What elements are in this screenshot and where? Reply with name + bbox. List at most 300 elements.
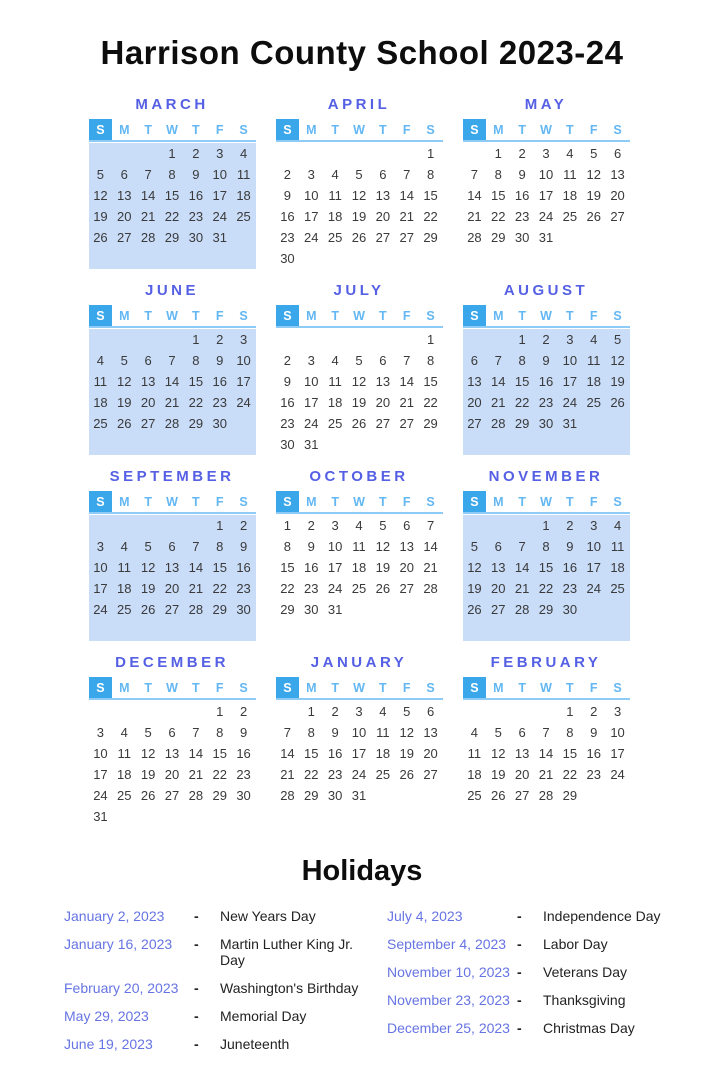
date-cell: 27 <box>399 416 414 431</box>
weekday-header-cell: S <box>239 681 248 695</box>
weekday-header-cell: W <box>353 495 365 509</box>
date-cell: 18 <box>327 209 343 224</box>
holiday-name: New Years Day <box>220 908 316 924</box>
date-cell: 28 <box>538 788 554 803</box>
date-cell: 20 <box>140 395 156 410</box>
date-cell <box>606 248 630 269</box>
date-cell: 18 <box>610 560 625 575</box>
date-cell: 4 <box>239 146 248 161</box>
date-cell: 23 <box>538 395 554 410</box>
weekday-header-row <box>463 119 630 142</box>
date-cell <box>323 434 347 455</box>
date-cell: 3 <box>307 167 315 182</box>
sunday-header-cell: S <box>463 305 487 326</box>
date-cell: 21 <box>423 560 438 575</box>
date-cell <box>323 329 347 350</box>
weekday-header-row <box>463 491 630 514</box>
date-cell: 9 <box>216 353 224 368</box>
date-cell: 13 <box>610 167 625 182</box>
weekday-header-cell: F <box>589 681 598 695</box>
weekday-header-cell: S <box>613 123 622 137</box>
date-cell: 11 <box>352 539 366 554</box>
date-cell: 24 <box>304 230 319 245</box>
date-cell <box>534 620 558 641</box>
holiday-row <box>387 908 700 924</box>
date-cell: 8 <box>307 725 315 740</box>
weekday-header-cell: T <box>192 123 200 137</box>
date-cell <box>184 434 208 455</box>
date-cell: 15 <box>423 188 438 203</box>
holiday-row <box>64 1008 377 1024</box>
date-cell: 15 <box>538 560 554 575</box>
holiday-dash: - <box>517 992 522 1008</box>
date-cell <box>582 434 606 455</box>
date-cell: 21 <box>164 395 180 410</box>
date-cell: 15 <box>304 746 319 761</box>
date-cell: 17 <box>304 209 319 224</box>
date-cell: 10 <box>327 539 343 554</box>
date-cell: 27 <box>164 602 180 617</box>
date-cell: 4 <box>566 146 574 161</box>
date-cell: 20 <box>117 209 132 224</box>
date-cell: 12 <box>351 188 367 203</box>
holiday-row <box>387 964 700 980</box>
date-cell: 30 <box>280 437 295 452</box>
holiday-name: Martin Luther King Jr. Day <box>220 936 354 968</box>
date-cell: 20 <box>467 395 482 410</box>
date-cell: 26 <box>351 230 367 245</box>
date-cell <box>276 143 300 164</box>
date-cell <box>347 143 371 164</box>
weekday-header-cell: F <box>215 681 224 695</box>
date-cell: 7 <box>470 167 479 182</box>
date-cell: 2 <box>542 332 550 347</box>
date-cell: 19 <box>491 767 506 782</box>
date-cell: 28 <box>423 581 438 596</box>
weekday-header-row <box>276 491 443 514</box>
date-cell <box>89 329 113 350</box>
date-cell: 10 <box>236 353 251 368</box>
date-cell: 14 <box>399 188 414 203</box>
dates-grid <box>276 143 443 269</box>
date-cell <box>323 806 347 827</box>
date-cell: 13 <box>375 374 391 389</box>
date-cell: 19 <box>610 374 625 389</box>
date-cell: 30 <box>188 230 204 245</box>
date-cell: 20 <box>423 746 438 761</box>
date-cell: 26 <box>351 416 367 431</box>
date-cell: 1 <box>494 146 502 161</box>
date-cell <box>347 806 371 827</box>
date-cell: 6 <box>470 353 479 368</box>
date-cell: 27 <box>423 767 438 782</box>
date-cell: 16 <box>236 746 251 761</box>
holiday-dash: - <box>194 980 199 996</box>
dates-grid <box>276 515 443 641</box>
date-cell: 26 <box>117 416 132 431</box>
date-cell: 28 <box>280 788 295 803</box>
date-cell: 24 <box>236 395 251 410</box>
date-cell: 13 <box>423 725 438 740</box>
date-cell: 16 <box>304 560 319 575</box>
date-cell: 7 <box>192 539 200 554</box>
date-cell: 27 <box>514 788 530 803</box>
date-cell: 19 <box>399 746 414 761</box>
weekday-header-cell: F <box>215 309 224 323</box>
date-cell: 10 <box>351 725 367 740</box>
date-cell <box>534 434 558 455</box>
date-cell: 16 <box>188 188 204 203</box>
date-cell: 29 <box>304 788 319 803</box>
date-cell: 23 <box>304 581 319 596</box>
date-cell: 29 <box>423 416 438 431</box>
date-cell: 2 <box>307 518 315 533</box>
date-cell: 12 <box>140 746 156 761</box>
date-cell: 9 <box>239 725 248 740</box>
date-cell: 11 <box>236 167 251 182</box>
date-cell: 25 <box>610 581 625 596</box>
weekday-header-cell: M <box>119 681 130 695</box>
month-title: OCTOBER <box>309 468 409 485</box>
date-cell: 16 <box>327 746 343 761</box>
date-cell: 20 <box>610 188 625 203</box>
date-cell: 21 <box>399 395 414 410</box>
month-title: APRIL <box>327 96 391 113</box>
date-cell <box>606 599 630 620</box>
date-cell <box>395 248 419 269</box>
date-cell <box>232 248 256 269</box>
date-cell <box>534 248 558 269</box>
date-cell: 8 <box>426 353 435 368</box>
date-cell: 26 <box>491 788 506 803</box>
holiday-dash: - <box>194 908 199 924</box>
date-cell: 11 <box>117 746 132 761</box>
weekday-header-row <box>276 677 443 700</box>
date-cell: 29 <box>491 230 506 245</box>
date-cell: 26 <box>93 230 108 245</box>
date-cell: 26 <box>399 767 414 782</box>
date-cell: 1 <box>426 332 435 347</box>
date-cell: 8 <box>168 167 176 182</box>
date-cell <box>534 806 558 827</box>
date-cell: 21 <box>188 581 204 596</box>
date-cell: 24 <box>304 416 319 431</box>
date-cell: 9 <box>239 539 248 554</box>
weekday-header-cell: T <box>518 495 526 509</box>
date-cell <box>510 701 534 722</box>
month-calendar-january <box>276 654 443 827</box>
date-cell: 5 <box>403 704 411 719</box>
date-cell: 5 <box>470 539 479 554</box>
date-cell <box>395 785 419 806</box>
holiday-row <box>64 908 377 924</box>
holiday-date: September 4, 2023 <box>387 936 507 952</box>
holiday-date: November 10, 2023 <box>387 964 510 980</box>
weekday-header-cell: T <box>331 309 339 323</box>
weekday-header-cell: F <box>402 123 411 137</box>
date-cell: 11 <box>610 539 625 554</box>
weekday-header-cell: F <box>589 123 598 137</box>
sunday-header-cell: S <box>89 491 113 512</box>
weekday-header-row <box>89 491 256 514</box>
date-cell: 8 <box>283 539 292 554</box>
holiday-dash: - <box>517 1020 522 1036</box>
date-cell: 26 <box>586 209 601 224</box>
date-cell: 13 <box>514 746 530 761</box>
holiday-name: Labor Day <box>543 936 608 952</box>
date-cell: 5 <box>144 725 152 740</box>
date-cell: 21 <box>538 767 554 782</box>
date-cell: 16 <box>562 560 578 575</box>
holidays-title: Holidays <box>301 855 423 887</box>
holiday-row <box>387 992 700 1008</box>
weekday-header-cell: T <box>379 681 387 695</box>
date-cell: 15 <box>514 374 530 389</box>
weekday-header-cell: W <box>540 123 552 137</box>
date-cell <box>112 620 136 641</box>
holiday-name: Veterans Day <box>543 964 628 980</box>
date-cell: 30 <box>304 602 319 617</box>
date-cell <box>419 806 443 827</box>
weekday-header-cell: M <box>306 123 317 137</box>
date-cell: 30 <box>327 788 343 803</box>
date-cell <box>208 248 232 269</box>
date-cell: 29 <box>188 416 204 431</box>
date-cell: 25 <box>351 581 367 596</box>
date-cell <box>419 248 443 269</box>
date-cell: 16 <box>586 746 601 761</box>
date-cell <box>208 806 232 827</box>
date-cell <box>347 620 371 641</box>
date-cell: 12 <box>491 746 506 761</box>
holiday-name: Juneteenth <box>220 1036 290 1052</box>
date-cell: 3 <box>96 539 105 554</box>
sunday-header-cell: S <box>276 491 300 512</box>
date-cell <box>395 143 419 164</box>
date-cell: 13 <box>467 374 482 389</box>
date-cell <box>112 806 136 827</box>
date-cell: 6 <box>168 539 176 554</box>
date-cell: 23 <box>514 209 530 224</box>
date-cell: 12 <box>117 374 132 389</box>
date-cell: 3 <box>590 518 598 533</box>
date-cell: 23 <box>280 416 295 431</box>
date-cell: 15 <box>212 746 227 761</box>
date-cell: 14 <box>280 746 295 761</box>
date-cell: 22 <box>491 209 506 224</box>
date-cell: 8 <box>566 725 574 740</box>
date-cell: 14 <box>164 374 180 389</box>
date-cell <box>558 806 582 827</box>
date-cell: 29 <box>212 602 227 617</box>
holiday-date: July 4, 2023 <box>387 908 463 924</box>
date-cell: 19 <box>140 581 156 596</box>
date-cell: 25 <box>562 209 578 224</box>
date-cell <box>160 248 184 269</box>
weekday-header-cell: F <box>589 495 598 509</box>
date-cell <box>371 329 395 350</box>
date-cell <box>606 434 630 455</box>
date-cell: 7 <box>403 353 411 368</box>
date-cell: 2 <box>566 518 574 533</box>
date-cell: 4 <box>590 332 598 347</box>
weekday-header-cell: W <box>353 309 365 323</box>
holiday-dash: - <box>517 936 522 952</box>
holiday-row <box>387 936 700 952</box>
weekday-header-cell: T <box>518 681 526 695</box>
date-cell: 24 <box>93 602 108 617</box>
date-cell: 5 <box>355 353 363 368</box>
date-cell: 18 <box>467 767 482 782</box>
holidays-section <box>0 908 724 1076</box>
date-cell: 31 <box>538 230 554 245</box>
dates-grid <box>89 515 256 641</box>
date-cell: 23 <box>280 230 295 245</box>
date-cell <box>89 515 113 536</box>
sunday-header-cell: S <box>463 491 487 512</box>
date-cell <box>347 434 371 455</box>
date-cell: 12 <box>610 353 625 368</box>
date-cell: 11 <box>563 167 577 182</box>
month-calendar-may <box>463 96 630 269</box>
date-cell: 22 <box>212 581 227 596</box>
date-cell: 28 <box>188 602 204 617</box>
month-calendar-march <box>89 96 256 269</box>
date-cell <box>232 413 256 434</box>
date-cell <box>606 620 630 641</box>
date-cell: 16 <box>280 209 295 224</box>
weekday-header-cell: S <box>239 495 248 509</box>
date-cell: 8 <box>426 167 435 182</box>
date-cell: 22 <box>188 395 204 410</box>
date-cell: 19 <box>93 209 108 224</box>
date-cell: 3 <box>613 704 622 719</box>
weekday-header-cell: T <box>518 123 526 137</box>
date-cell: 22 <box>280 581 295 596</box>
date-cell: 4 <box>613 518 622 533</box>
date-cell <box>463 143 487 164</box>
date-cell <box>395 329 419 350</box>
date-cell <box>184 701 208 722</box>
date-cell: 18 <box>351 560 367 575</box>
date-cell: 3 <box>239 332 248 347</box>
date-cell <box>606 227 630 248</box>
weekday-header-cell: T <box>379 309 387 323</box>
date-cell: 10 <box>538 167 554 182</box>
weekday-header-cell: S <box>426 309 435 323</box>
sunday-header-cell: S <box>276 677 300 698</box>
weekday-header-cell: M <box>306 495 317 509</box>
date-cell: 4 <box>331 353 339 368</box>
date-cell: 14 <box>514 560 530 575</box>
weekday-header-cell: M <box>306 309 317 323</box>
date-cell: 19 <box>351 395 367 410</box>
holidays-column-right <box>387 908 700 1052</box>
date-cell: 2 <box>239 518 248 533</box>
weekday-header-cell: S <box>426 681 435 695</box>
date-cell: 9 <box>518 167 526 182</box>
date-cell: 7 <box>283 725 292 740</box>
date-cell: 30 <box>514 230 530 245</box>
date-cell: 23 <box>327 767 343 782</box>
date-cell <box>606 785 630 806</box>
date-cell <box>486 329 510 350</box>
weekday-header-cell: W <box>166 309 178 323</box>
date-cell <box>89 248 113 269</box>
date-cell: 9 <box>331 725 339 740</box>
sunday-header-cell: S <box>276 119 300 140</box>
date-cell: 21 <box>491 395 506 410</box>
date-cell <box>486 701 510 722</box>
date-cell: 28 <box>188 788 204 803</box>
date-cell <box>606 413 630 434</box>
date-cell <box>371 143 395 164</box>
date-cell <box>582 413 606 434</box>
sunday-header-cell: S <box>89 305 113 326</box>
date-cell: 29 <box>280 602 295 617</box>
date-cell: 23 <box>586 767 601 782</box>
weekday-header-cell: T <box>518 309 526 323</box>
weekday-header-cell: M <box>119 495 130 509</box>
date-cell: 11 <box>467 746 482 761</box>
weekday-header-cell: W <box>166 495 178 509</box>
date-cell <box>558 227 582 248</box>
date-cell: 4 <box>470 725 479 740</box>
date-cell: 5 <box>613 332 622 347</box>
date-cell: 7 <box>518 539 526 554</box>
date-cell: 10 <box>304 188 319 203</box>
date-cell: 14 <box>399 374 414 389</box>
date-cell: 20 <box>164 767 180 782</box>
date-cell: 17 <box>212 188 227 203</box>
date-cell: 1 <box>283 518 292 533</box>
weekday-header-cell: S <box>613 495 622 509</box>
weekday-header-cell: T <box>379 495 387 509</box>
date-cell: 12 <box>375 539 391 554</box>
date-cell: 26 <box>375 581 391 596</box>
date-cell: 17 <box>562 374 578 389</box>
dates-grid <box>89 701 256 827</box>
date-cell: 31 <box>562 416 578 431</box>
date-cell: 21 <box>188 767 204 782</box>
date-cell: 4 <box>331 167 339 182</box>
date-cell <box>419 620 443 641</box>
date-cell: 20 <box>491 581 506 596</box>
holiday-date: May 29, 2023 <box>64 1008 149 1024</box>
date-cell <box>371 434 395 455</box>
date-cell <box>371 785 395 806</box>
weekday-header-cell: T <box>192 309 200 323</box>
month-title: FEBRUARY <box>490 654 602 671</box>
month-title: JULY <box>333 282 385 299</box>
holiday-date: June 19, 2023 <box>64 1036 153 1052</box>
month-title: MAY <box>524 96 568 113</box>
date-cell: 31 <box>212 230 227 245</box>
date-cell: 27 <box>375 230 391 245</box>
date-cell <box>463 701 487 722</box>
date-cell: 31 <box>304 437 319 452</box>
dates-grid <box>463 143 630 269</box>
date-cell: 18 <box>93 395 108 410</box>
weekday-header-cell: F <box>215 495 224 509</box>
holiday-row <box>387 1020 700 1036</box>
weekday-header-cell: M <box>493 681 504 695</box>
weekday-header-cell: M <box>306 681 317 695</box>
date-cell <box>208 620 232 641</box>
date-cell: 16 <box>514 188 530 203</box>
weekday-header-row <box>89 119 256 142</box>
date-cell: 18 <box>586 374 601 389</box>
